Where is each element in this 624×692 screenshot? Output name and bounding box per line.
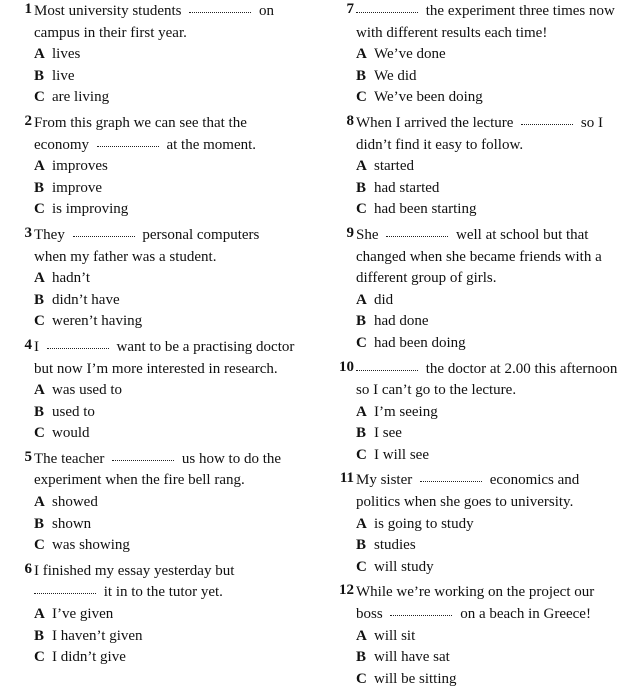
option-text: showed bbox=[52, 494, 98, 511]
option-a[interactable] bbox=[34, 156, 308, 178]
option-b[interactable] bbox=[34, 178, 308, 200]
option-b[interactable] bbox=[356, 178, 620, 200]
option-letter: B bbox=[34, 291, 45, 308]
question-number: 10 bbox=[339, 358, 354, 375]
question-text-after: at the moment. bbox=[162, 136, 257, 153]
option-text: I haven’t given bbox=[52, 627, 143, 644]
answer-blank bbox=[73, 234, 135, 237]
option-b[interactable] bbox=[356, 66, 620, 88]
question-2 bbox=[8, 113, 308, 221]
option-letter: C bbox=[356, 201, 367, 218]
question-text-after: the doctor at 2.00 this afternoon so I can’t go to the lecture. bbox=[356, 360, 618, 399]
option-b[interactable] bbox=[34, 514, 308, 536]
option-letter: A bbox=[356, 515, 367, 532]
question-number: 5 bbox=[24, 448, 32, 465]
question-6 bbox=[8, 561, 308, 669]
question-text-after: well at school but that changed when she became friends with a different group of girls. bbox=[356, 226, 602, 287]
question-text-before: Most university students bbox=[34, 3, 186, 19]
option-c[interactable] bbox=[356, 87, 620, 109]
option-text: used to bbox=[52, 403, 95, 420]
question-text-after: want to be a practising doctor but now I’m more interested in research. bbox=[34, 338, 295, 377]
question-3 bbox=[8, 225, 308, 333]
option-letter: C bbox=[34, 425, 45, 442]
option-letter: B bbox=[356, 179, 367, 196]
answer-blank bbox=[521, 122, 573, 125]
option-letter: C bbox=[356, 89, 367, 106]
option-letter: A bbox=[356, 627, 367, 644]
option-text: is improving bbox=[52, 201, 129, 218]
question-number: 8 bbox=[346, 112, 354, 129]
option-c[interactable] bbox=[34, 87, 308, 109]
option-c[interactable] bbox=[34, 423, 308, 445]
option-letter: B bbox=[34, 67, 45, 84]
option-letter: A bbox=[356, 291, 367, 308]
option-b[interactable] bbox=[356, 423, 620, 445]
question-text bbox=[356, 582, 620, 625]
question-7 bbox=[330, 1, 620, 109]
option-a[interactable] bbox=[34, 380, 308, 402]
option-text: would bbox=[52, 425, 90, 442]
option-text: was showing bbox=[52, 537, 130, 554]
option-text: will be sitting bbox=[374, 670, 457, 687]
option-text: had been doing bbox=[374, 334, 466, 351]
option-c[interactable] bbox=[356, 669, 620, 691]
question-text bbox=[34, 337, 296, 380]
question-9 bbox=[330, 225, 620, 355]
option-letter: B bbox=[356, 537, 367, 554]
option-text: We’ve been doing bbox=[374, 89, 483, 106]
option-letter: B bbox=[356, 313, 367, 330]
option-letter: A bbox=[34, 270, 45, 287]
option-text: I see bbox=[374, 425, 402, 442]
question-number: 11 bbox=[339, 470, 354, 487]
question-number: 6 bbox=[24, 560, 32, 577]
option-a[interactable] bbox=[356, 514, 620, 536]
answer-blank bbox=[189, 10, 251, 13]
question-text-after: on a beach in Greece! bbox=[456, 606, 591, 623]
question-text-after: personal computers when my father was a student. bbox=[34, 226, 260, 265]
option-text: improve bbox=[52, 179, 102, 196]
left-column bbox=[8, 0, 308, 669]
question-text bbox=[34, 449, 304, 492]
option-a[interactable] bbox=[34, 44, 308, 66]
answer-blank bbox=[420, 479, 482, 482]
question-text-before: She bbox=[356, 226, 383, 243]
right-column bbox=[330, 0, 620, 690]
question-text bbox=[34, 225, 284, 268]
question-text-before: I finished my essay yesterday but bbox=[34, 562, 235, 579]
option-text: We’ve done bbox=[374, 46, 446, 63]
option-letter: B bbox=[356, 67, 367, 84]
answer-blank bbox=[386, 234, 448, 237]
option-c[interactable] bbox=[34, 535, 308, 557]
option-letter: C bbox=[34, 89, 45, 106]
option-text: will sit bbox=[374, 627, 416, 644]
question-text-before: My sister bbox=[356, 472, 416, 489]
option-a[interactable] bbox=[356, 290, 620, 312]
question-text-before: The teacher bbox=[34, 450, 109, 467]
question-text-before: I bbox=[34, 338, 43, 355]
option-a[interactable] bbox=[356, 626, 620, 648]
option-a[interactable] bbox=[34, 604, 308, 626]
option-b[interactable] bbox=[34, 66, 308, 88]
option-text: weren’t having bbox=[52, 313, 143, 330]
option-text: improves bbox=[52, 158, 108, 175]
option-a[interactable] bbox=[34, 492, 308, 514]
option-text: We did bbox=[374, 67, 417, 84]
question-text-before: They bbox=[34, 226, 69, 243]
option-text: is going to study bbox=[374, 515, 474, 532]
question-text bbox=[356, 225, 620, 290]
answer-blank bbox=[356, 10, 418, 13]
question-text-after: economics and politics when she goes to university. bbox=[356, 472, 580, 511]
option-text: did bbox=[374, 291, 394, 308]
option-letter: C bbox=[34, 313, 45, 330]
option-b[interactable] bbox=[34, 626, 308, 648]
option-a[interactable] bbox=[356, 156, 620, 178]
option-text: had started bbox=[374, 179, 440, 196]
answer-blank bbox=[112, 458, 174, 461]
option-letter: A bbox=[34, 494, 45, 511]
option-a[interactable] bbox=[34, 268, 308, 290]
option-text: was used to bbox=[52, 382, 122, 399]
question-10 bbox=[330, 359, 620, 467]
question-1 bbox=[8, 1, 308, 109]
option-text: live bbox=[52, 67, 75, 84]
option-letter: A bbox=[34, 382, 45, 399]
question-text-before: When I arrived the lecture bbox=[356, 114, 518, 131]
option-letter: C bbox=[356, 670, 367, 687]
option-letter: B bbox=[356, 425, 367, 442]
answer-blank bbox=[356, 368, 418, 371]
question-text-after: the experiment three times now with different results each time! bbox=[356, 3, 615, 41]
question-number: 7 bbox=[346, 1, 354, 17]
option-text: I didn’t give bbox=[52, 649, 126, 666]
option-letter: A bbox=[34, 158, 45, 175]
option-c[interactable] bbox=[356, 445, 620, 467]
option-c[interactable] bbox=[356, 333, 620, 355]
option-text: had been starting bbox=[374, 201, 477, 218]
question-text bbox=[356, 359, 618, 402]
option-letter: A bbox=[356, 403, 367, 420]
option-a[interactable] bbox=[356, 402, 620, 424]
option-letter: C bbox=[356, 334, 367, 351]
option-c[interactable] bbox=[356, 199, 620, 221]
option-letter: C bbox=[34, 537, 45, 554]
question-number: 4 bbox=[24, 336, 32, 353]
option-letter: B bbox=[34, 515, 45, 532]
question-text bbox=[34, 1, 274, 44]
option-text: I will see bbox=[374, 446, 429, 463]
option-c[interactable] bbox=[356, 557, 620, 579]
option-b[interactable] bbox=[34, 290, 308, 312]
option-text: will have sat bbox=[374, 649, 450, 666]
option-text: are living bbox=[52, 89, 110, 106]
option-text: didn’t have bbox=[52, 291, 120, 308]
question-number: 3 bbox=[24, 224, 32, 241]
option-text: will study bbox=[374, 558, 434, 575]
option-letter: A bbox=[356, 158, 367, 175]
question-number: 2 bbox=[24, 112, 32, 129]
question-5 bbox=[8, 449, 308, 557]
option-c[interactable] bbox=[34, 311, 308, 333]
question-text-before: From this graph we can see that the economy bbox=[34, 114, 247, 153]
option-letter: B bbox=[356, 649, 367, 666]
question-8 bbox=[330, 113, 620, 221]
option-letter: C bbox=[356, 558, 367, 575]
option-text: hadn’t bbox=[52, 270, 91, 287]
question-4 bbox=[8, 337, 308, 445]
answer-blank bbox=[47, 346, 109, 349]
option-b[interactable] bbox=[356, 647, 620, 669]
question-text-after: it in to the tutor yet. bbox=[100, 584, 223, 601]
option-letter: C bbox=[34, 649, 45, 666]
question-text-after: so I didn’t find it easy to follow. bbox=[356, 114, 604, 153]
option-b[interactable] bbox=[356, 535, 620, 557]
question-number: 1 bbox=[24, 1, 32, 17]
question-number: 9 bbox=[346, 224, 354, 241]
option-letter: B bbox=[34, 627, 45, 644]
question-text-after: us how to do the experiment when the fire bell rang. bbox=[34, 450, 282, 489]
option-text: I’ve given bbox=[52, 606, 114, 623]
option-c[interactable] bbox=[34, 647, 308, 669]
answer-blank bbox=[97, 144, 159, 147]
option-c[interactable] bbox=[34, 199, 308, 221]
question-text bbox=[34, 561, 284, 604]
option-letter: C bbox=[356, 446, 367, 463]
question-text bbox=[356, 113, 618, 156]
option-a[interactable] bbox=[356, 44, 620, 66]
question-text bbox=[356, 1, 618, 44]
option-text: had done bbox=[374, 313, 429, 330]
question-text bbox=[34, 113, 284, 156]
question-text bbox=[356, 470, 618, 513]
answer-blank bbox=[390, 613, 452, 616]
option-text: shown bbox=[52, 515, 92, 532]
option-b[interactable] bbox=[34, 402, 308, 424]
option-b[interactable] bbox=[356, 311, 620, 333]
answer-blank bbox=[34, 591, 96, 594]
option-text: lives bbox=[52, 46, 81, 63]
question-text-after: on campus in their first year. bbox=[34, 3, 275, 41]
question-number: 12 bbox=[339, 582, 354, 599]
option-letter: A bbox=[356, 46, 367, 63]
option-text: started bbox=[374, 158, 414, 175]
question-11 bbox=[330, 470, 620, 578]
option-letter: C bbox=[34, 201, 45, 218]
question-text-before: While we’re working on the project our boss bbox=[356, 584, 595, 623]
option-letter: B bbox=[34, 179, 45, 196]
option-letter: B bbox=[34, 403, 45, 420]
option-letter: A bbox=[34, 606, 45, 623]
option-text: I’m seeing bbox=[374, 403, 438, 420]
option-letter: A bbox=[34, 46, 45, 63]
question-12 bbox=[330, 582, 620, 690]
option-text: studies bbox=[374, 537, 416, 554]
